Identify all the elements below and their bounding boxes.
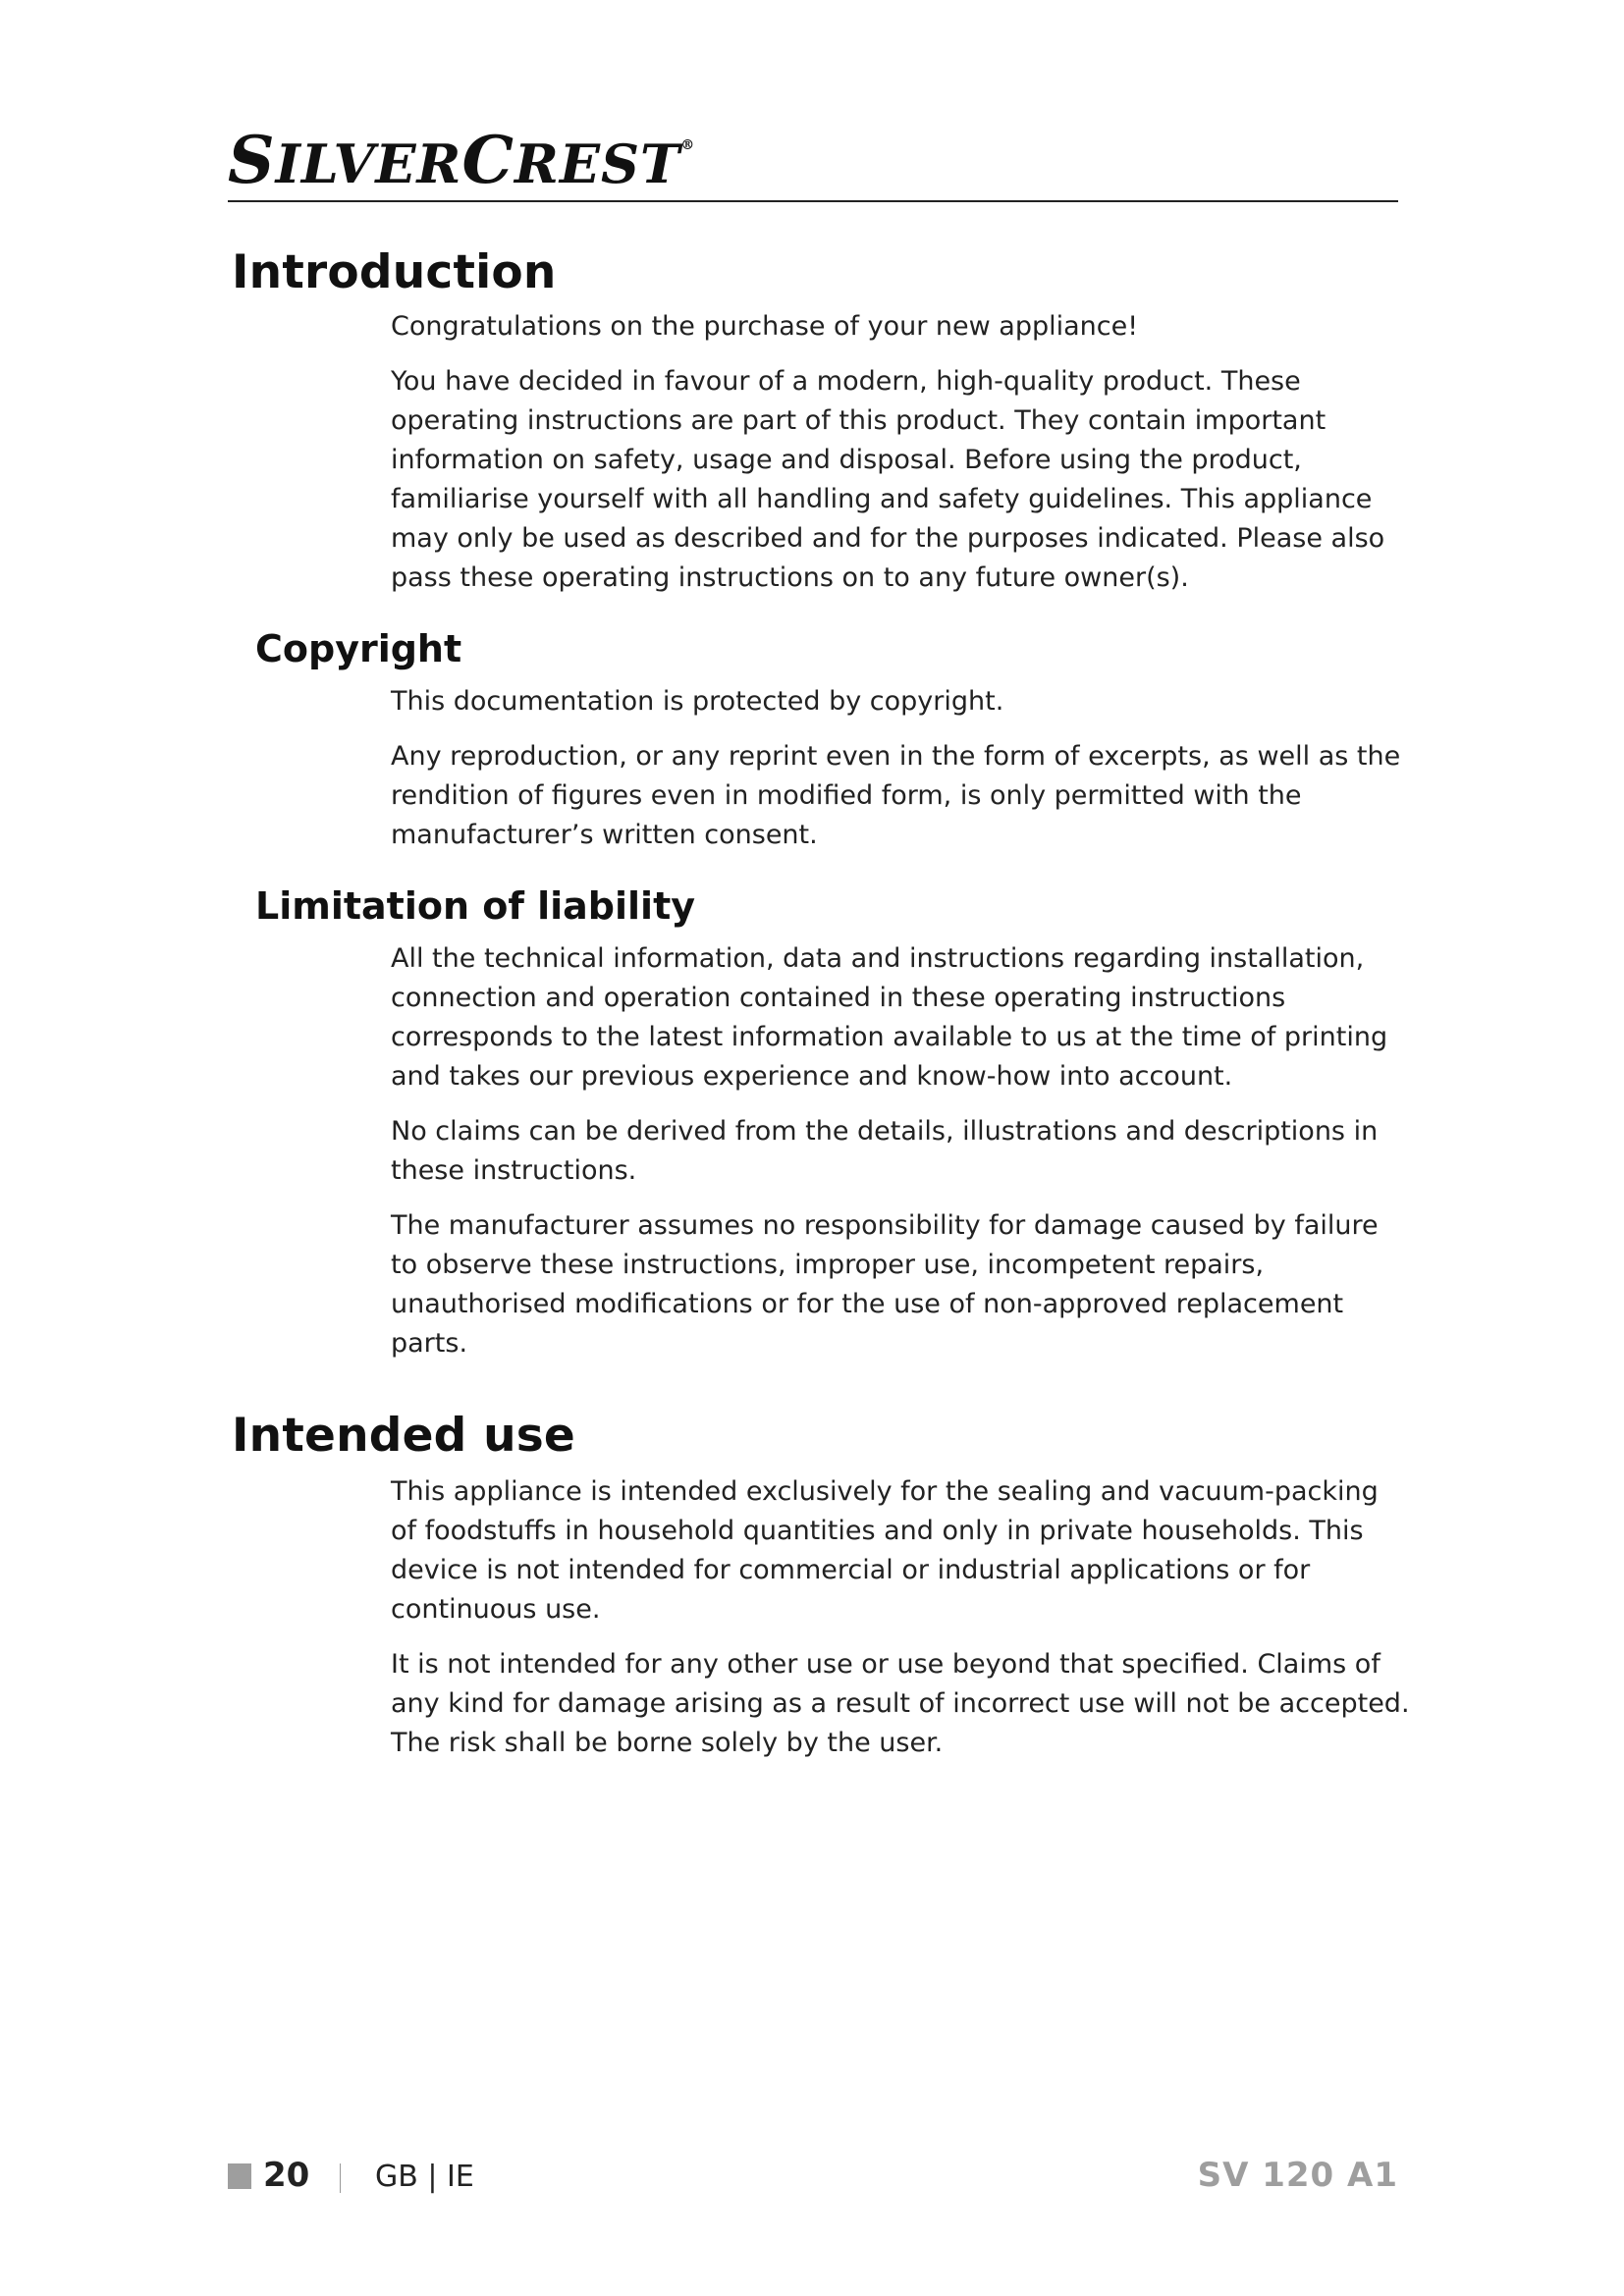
language-codes: GB | IE bbox=[375, 2160, 474, 2194]
copyright-paragraph-1: This documentation is protected by copyright. bbox=[391, 686, 1004, 717]
copyright-heading: Copyright bbox=[255, 627, 462, 670]
intended-use-paragraph-2 bbox=[391, 1645, 1412, 1763]
introduction-body bbox=[391, 307, 1412, 598]
liability-heading: Limitation of liability bbox=[255, 884, 696, 928]
brand-logo: SILVERCREST® bbox=[228, 122, 696, 198]
liability-body bbox=[391, 939, 1412, 1363]
square-marker-icon bbox=[228, 2163, 251, 2189]
page-content bbox=[232, 245, 1410, 1763]
introduction-paragraph-2: You have decided in favour of a modern, high-quality product. These operating instructions are part of this product. They contain important information on safety, usage and disposal. Before using the product, familiarise yourself with all handling and safety guidelines. This appliance may only be used as described and for the purposes indicated. Please also pass these operating instructions on to any future owner(s). bbox=[391, 366, 1385, 593]
intended-use-heading: Intended use bbox=[232, 1409, 575, 1463]
intended-use-paragraph-2a: It is not intended for any other use or use beyond that specified. Claims of any kind for damage arising as a result of incorrect use will not be accepted. bbox=[391, 1649, 1410, 1719]
intended-use-body bbox=[391, 1472, 1412, 1763]
intended-use-paragraph-2b: The risk shall be borne solely by the user. bbox=[391, 1728, 944, 1758]
liability-paragraph-2: No claims can be derived from the details, illustrations and descriptions in these instructions. bbox=[391, 1116, 1379, 1186]
model-number: SV 120 A1 bbox=[1197, 2156, 1398, 2195]
page-footer bbox=[228, 2156, 1398, 2201]
introduction-heading: Introduction bbox=[232, 245, 557, 299]
introduction-paragraph-1: Congratulations on the purchase of your new appliance! bbox=[391, 311, 1139, 342]
header-rule bbox=[228, 200, 1398, 202]
intended-use-paragraph-1: This appliance is intended exclusively for the sealing and vacuum-packing of foodstuffs in household quantities and only in private households. This device is not intended for commercial or industrial applications or for continuous use. bbox=[391, 1476, 1379, 1625]
copyright-body bbox=[391, 682, 1412, 855]
liability-paragraph-3: The manufacturer assumes no responsibility for damage caused by failure to observe these instructions, improper use, incompetent repairs, unauthorised modifications or for the use of non-approved replacement parts. bbox=[391, 1210, 1379, 1359]
footer-divider bbox=[340, 2163, 341, 2193]
copyright-paragraph-2: Any reproduction, or any reprint even in the form of excerpts, as well as the rendition of figures even in modified form, is only permitted with the manufacturer’s written consent. bbox=[391, 741, 1401, 850]
liability-paragraph-1: All the technical information, data and instructions regarding installation, connection and operation contained in these operating instructions corresponds to the latest information available to us at the time of printing and takes our previous experience and know-how into account. bbox=[391, 943, 1388, 1092]
page-number: 20 bbox=[263, 2156, 310, 2195]
